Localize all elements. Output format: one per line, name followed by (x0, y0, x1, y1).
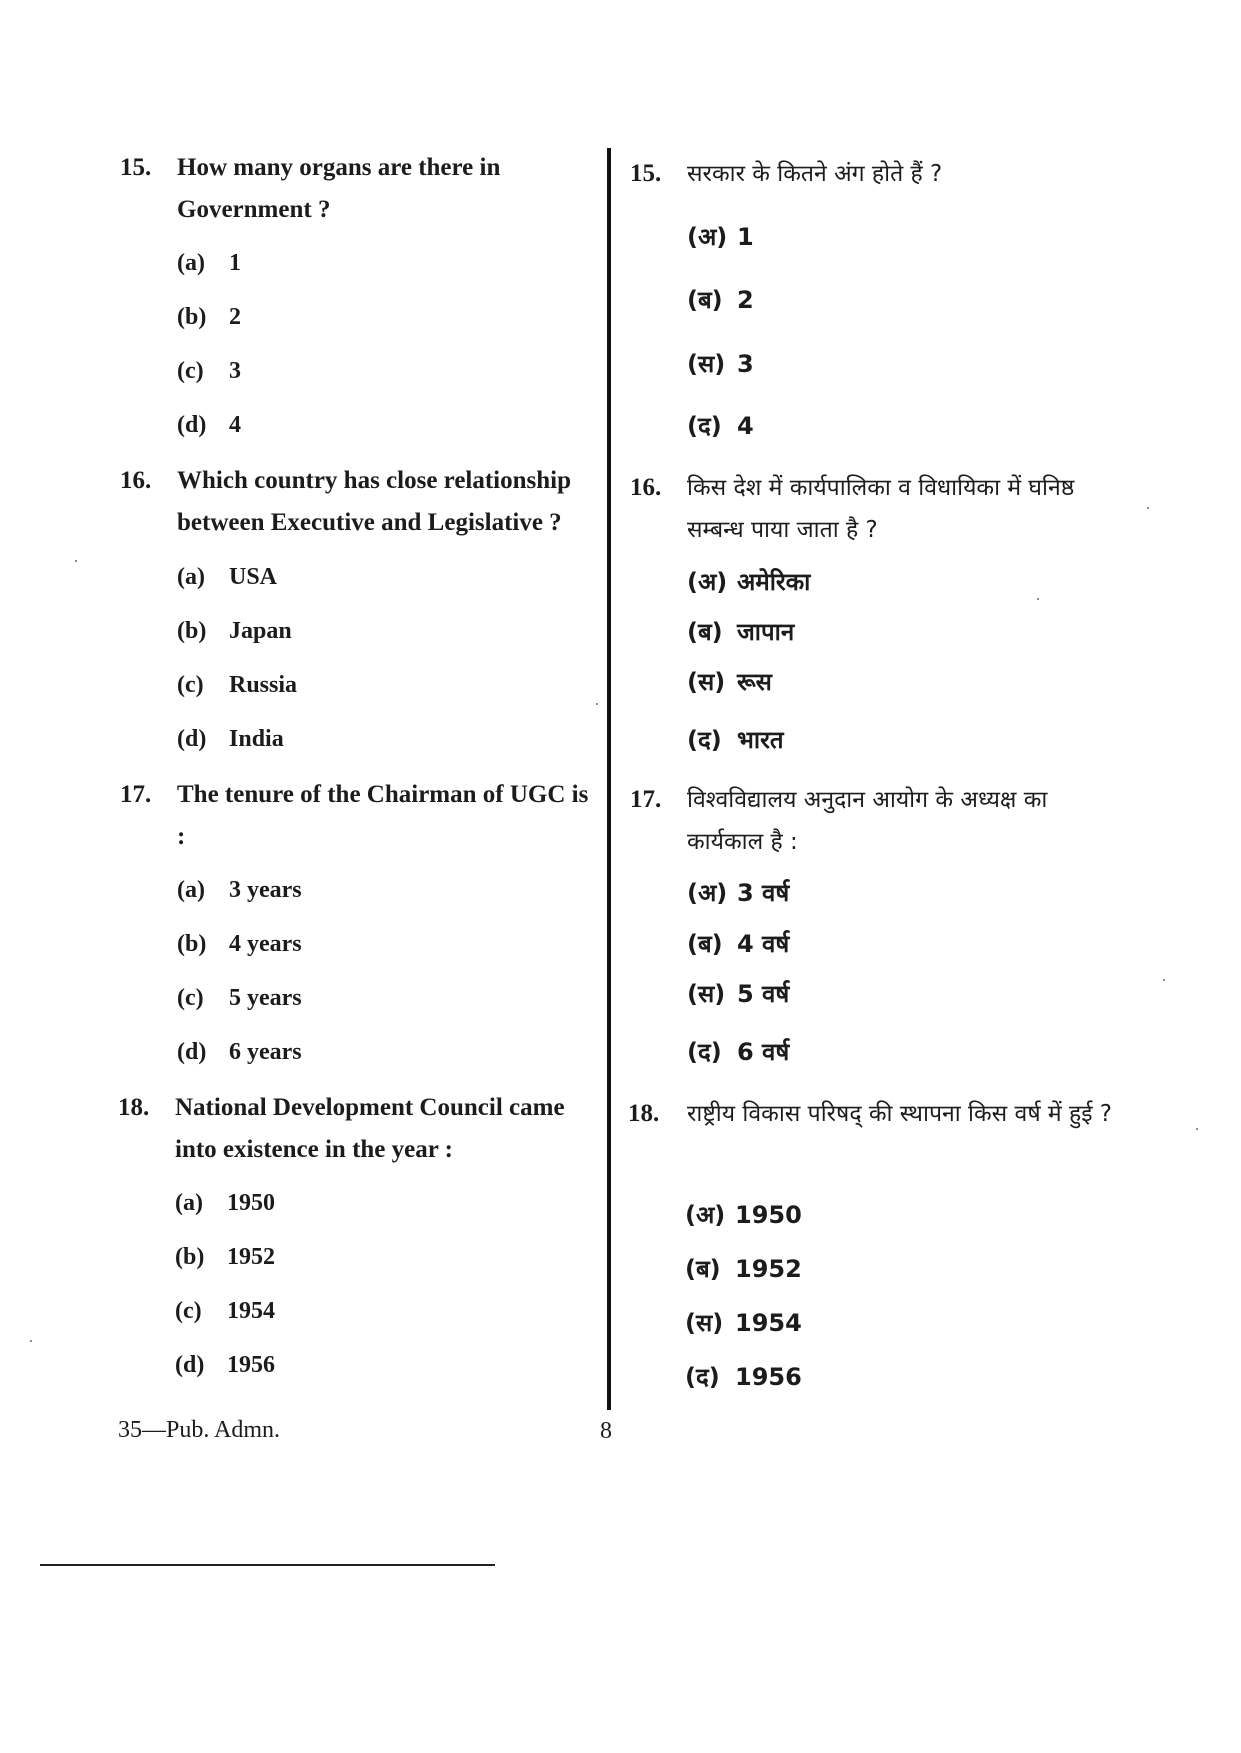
option-16-c: (c) Russia (177, 672, 298, 698)
question-text: राष्ट्रीय विकास परिषद् की स्थापना किस वर्ष में हुई ? (687, 1101, 1113, 1127)
scan-speck (596, 703, 598, 705)
question-text: National Development Council came into existence in the year : (175, 1094, 565, 1163)
option-18-hi-a: (अ) 1950 (685, 1201, 802, 1229)
option-18-hi-d: (द) 1956 (685, 1363, 802, 1391)
option-16-hi-b: (ब) जापान (687, 618, 795, 646)
option-16-hi-d: (द) भारत (687, 726, 784, 754)
scan-speck (1147, 507, 1149, 509)
page-number: 8 (600, 1418, 612, 1444)
question-text: किस देश में कार्यपालिका व विधायिका में घनिष्ठ सम्बन्ध पाया जाता है ? (687, 475, 1075, 543)
option-17-c: (c) 5 years (177, 985, 302, 1011)
option-18-c: (c) 1954 (175, 1298, 275, 1324)
scan-speck (1196, 1128, 1198, 1130)
scan-speck (30, 1340, 32, 1342)
option-17-hi-c: (स) 5 वर्ष (687, 980, 790, 1008)
option-17-hi-a: (अ) 3 वर्ष (687, 879, 790, 907)
question-number: 17. (120, 781, 152, 808)
option-16-hi-c: (स) रूस (687, 668, 772, 696)
option-15-c: (c) 3 (177, 358, 241, 384)
paper-code: 35—Pub. Admn. (118, 1417, 281, 1443)
option-18-a: (a) 1950 (175, 1190, 275, 1216)
option-17-b: (b) 4 years (177, 931, 302, 957)
bottom-rule (40, 1564, 495, 1566)
question-number: 18. (118, 1094, 150, 1121)
option-18-d: (d) 1956 (175, 1352, 275, 1378)
question-text: विश्वविद्यालय अनुदान आयोग के अध्यक्ष का कार्यकाल है : (687, 787, 1048, 855)
option-15-hi-d: (द) 4 (687, 412, 754, 440)
option-18-hi-c: (स) 1954 (685, 1309, 802, 1337)
option-15-a: (a) 1 (177, 250, 241, 276)
option-15-d: (d) 4 (177, 412, 241, 438)
question-number: 16. (630, 474, 662, 501)
question-text: सरकार के कितने अंग होते हैं ? (687, 161, 943, 187)
option-16-a: (a) USA (177, 564, 278, 590)
option-15-hi-b: (ब) 2 (687, 286, 754, 314)
question-number: 16. (120, 467, 152, 494)
column-divider (607, 148, 611, 1410)
question-number: 15. (630, 160, 662, 187)
question-number: 15. (120, 154, 152, 181)
question-number: 18. (628, 1100, 660, 1127)
option-18-b: (b) 1952 (175, 1244, 275, 1270)
option-17-hi-d: (द) 6 वर्ष (687, 1038, 790, 1066)
option-17-d: (d) 6 years (177, 1039, 302, 1065)
option-16-d: (d) India (177, 726, 284, 752)
option-18-hi-b: (ब) 1952 (685, 1255, 802, 1283)
option-15-hi-c: (स) 3 (687, 350, 754, 378)
option-16-b: (b) Japan (177, 618, 292, 644)
question-text: The tenure of the Chairman of UGC is : (177, 781, 589, 850)
option-17-hi-b: (ब) 4 वर्ष (687, 930, 790, 958)
option-15-hi-a: (अ) 1 (687, 223, 754, 251)
question-number: 17. (630, 786, 662, 813)
scan-speck (75, 560, 77, 562)
question-text: Which country has close relationship between Executive and Legislative ? (177, 467, 572, 536)
option-15-b: (b) 2 (177, 304, 241, 330)
scan-speck (1163, 979, 1165, 981)
option-16-hi-a: (अ) अमेरिका (687, 568, 811, 596)
option-17-a: (a) 3 years (177, 877, 302, 903)
question-text: How many organs are there in Government ? (177, 154, 501, 223)
scan-speck (1037, 598, 1039, 600)
